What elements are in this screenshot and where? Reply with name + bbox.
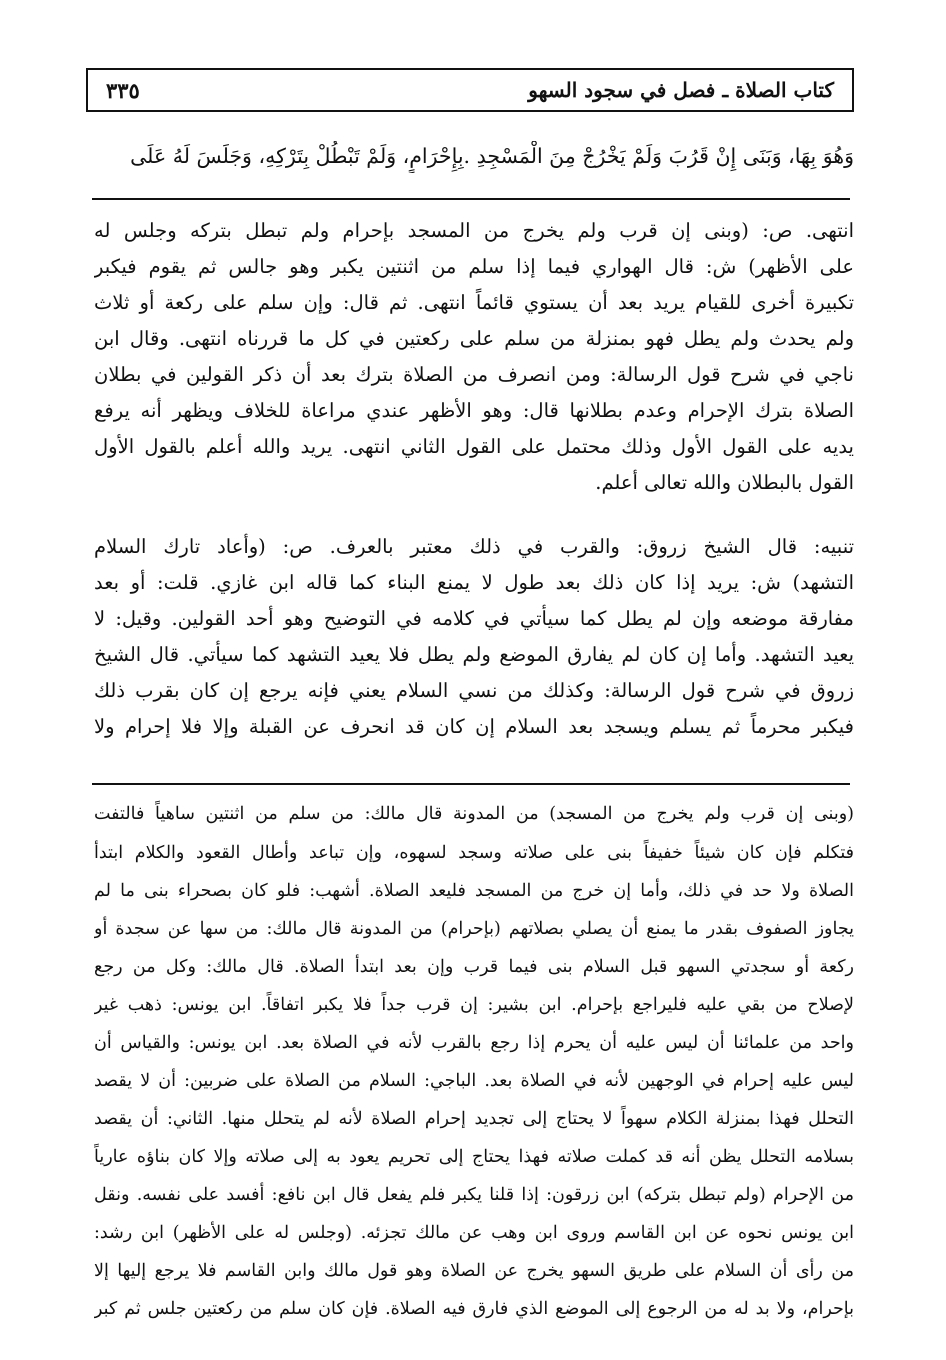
commentary-line: تكبيرة أخرى للقيام يريد بعد أن يستوي قائماً انتهى. ثم قال: وإن سلم على ركعة أو ثلاث — [94, 291, 854, 314]
footnote-separator — [92, 783, 850, 785]
commentary-line: انتهى. ص: (وبنى إن قرب ولم يخرج من المسجد بإحرام ولم تبطل بتركه وجلس له — [94, 219, 854, 242]
commentary-line: ولم يحدث ولم يطل فهو بمنزلة من سلم على ركعتين في كل ما قررناه انتهى. وقال ابن — [94, 327, 854, 350]
footnote-line: (وبنى إن قرب ولم يخرج من المسجد) من المدونة قال مالك: من سلم من اثنتين ساهياً فالتفت — [94, 804, 854, 824]
commentary-line: تنبيه: قال الشيخ زروق: والقرب في ذلك معتبر بالعرف. ص: (وأعاد تارك السلام — [94, 535, 854, 558]
commentary-line: مفارقة موضعه وإن لم يطل كما سيأتي في كلامه في التوضيح وهو أحد القولين. وقيل: لا — [94, 607, 854, 630]
commentary-line: يعيد التشهد. وأما إن كان لم يفارق الموضع ولم يطل فلا يعيد التشهد كما سيأتي. قال الشيخ — [94, 643, 854, 666]
page-header — [86, 68, 854, 112]
footnote-line: ليس عليه إحرام في الوجهين لأنه في الصلاة بعد. الباجي: السلام من الصلاة على ضربين: أن لا يقصد — [94, 1071, 854, 1091]
commentary-line: القول بالبطلان والله تعالى أعلم. — [595, 471, 854, 494]
commentary-line: الصلاة بترك الإحرام وعدم بطلانها قال: وهو الأظهر عندي مراعاة للخلاف ويظهر أنه يرفع — [94, 399, 854, 422]
running-title: كتاب الصلاة ـ فصل في سجود السهو — [528, 78, 834, 102]
commentary-line: ناجي في شرح قول الرسالة: ومن انصرف من الصلاة بترك بعد أن ذكر القولين في بطلان — [94, 363, 854, 386]
commentary-line: التشهد) ش: يريد إذا كان ذلك بعد طول لا يمنع البناء كما قاله ابن غازي. قلت: أو بعد — [94, 571, 854, 594]
footnote-line: من رأى أن السلام على طريق السهو يخرج عن الصلاة وهو قول مالك وابن القاسم فلا يرجع إليها إلا — [94, 1261, 854, 1281]
footnote-line: من الإحرام (ولم تبطل بتركه) ابن زرقون: إذا قلنا يكبر فلم يفعل قال ابن نافع: أفسد على نفسه. ونقل — [94, 1185, 854, 1205]
footnote-line: بسلامه التحلل يظن أنه قد كملت صلاته فهذا يحتاج إلى تحريم يعود به إلى صلاته وإلا كان بناؤه عارياً — [94, 1147, 854, 1167]
footnote-line: واحد من علمائنا أن ليس عليه أن يحرم إذا رجع بالقرب لأنه في الصلاة بعد. ابن يونس: والقياس أن — [94, 1033, 854, 1053]
commentary-line: زروق في شرح قول الرسالة: وكذلك من نسي السلام يعني فإنه يرجع إن كان بقرب ذلك — [94, 679, 854, 702]
matn-line: وَهُوَ بِهَا، وَبَنَى إِنْ قَرُبَ وَلَمْ يَخْرُجْ مِنَ الْمَسْجِدِ .بِإِحْرَامٍ، وَلَمْ تَبْطُلْ بِتَرْكِهِ، وَجَلَسَ لَهُ عَلَى — [130, 144, 854, 168]
footnote-line: ابن يونس نحوه عن ابن القاسم وروى ابن وهب عن مالك تجزئه. (وجلس له على الأظهر) ابن رشد: — [94, 1223, 854, 1243]
page-number: ٣٣٥ — [106, 77, 140, 103]
footnote-line: التحلل فهذا بمنزلة الكلام سهواً لا يحتاج إلى تجديد إحرام الصلاة لأنه لم يتحلل منها. الثاني: أن يقصد — [94, 1109, 854, 1129]
matn-separator — [92, 198, 850, 200]
footnote-line: الصلاة ولا حد في ذلك، وأما إن خرج من المسجد فليعد الصلاة. أشهب: فلو كان بصحراء بنى ما لم — [94, 881, 854, 901]
commentary-line: فيكبر محرماً ثم يسلم ويسجد بعد السلام إن كان قد انحرف عن القبلة وإلا فلا إحرام ولا — [94, 715, 854, 738]
footnote-line: فتكلم فإن كان شيئاً خفيفاً بنى على صلاته وسجد لسهوه، وإن تباعد وأطال القعود والكلام ابتدأ — [94, 843, 854, 863]
commentary-line: يديه على القول الأول وذلك محتمل على القول الثاني انتهى. يريد والله أعلم بالقول الأول — [94, 435, 854, 458]
footnote-line: ركعة أو سجدتي السهو قبل السلام بنى فيما قرب وإن بعد ابتدأ الصلاة. قال مالك: وكل من رجع — [94, 957, 854, 977]
footnote-line: يجاوز الصفوف بقدر ما يمنع أن يصلي بصلاتهم (بإحرام) من المدونة قال مالك: من سها عن سجدة أو — [94, 919, 854, 939]
commentary-line: على الأظهر) ش: قال الهواري فيما إذا سلم من اثنتين يكبر وهو جالس ثم يقوم فيكبر — [94, 255, 854, 278]
footnote-line: لإصلاح من بقي عليه فليراجع بإحرام. ابن بشير: إن قرب جداً فلا يكبر اتفاقاً. ابن يونس: ذهب غير — [94, 995, 854, 1015]
footnote-line: بإحرام، ولا بد له من الرجوع إلى الموضع الذي فارق فيه الصلاة. فإن كان سلم من ركعتين جلس ثم كبر — [94, 1299, 854, 1319]
